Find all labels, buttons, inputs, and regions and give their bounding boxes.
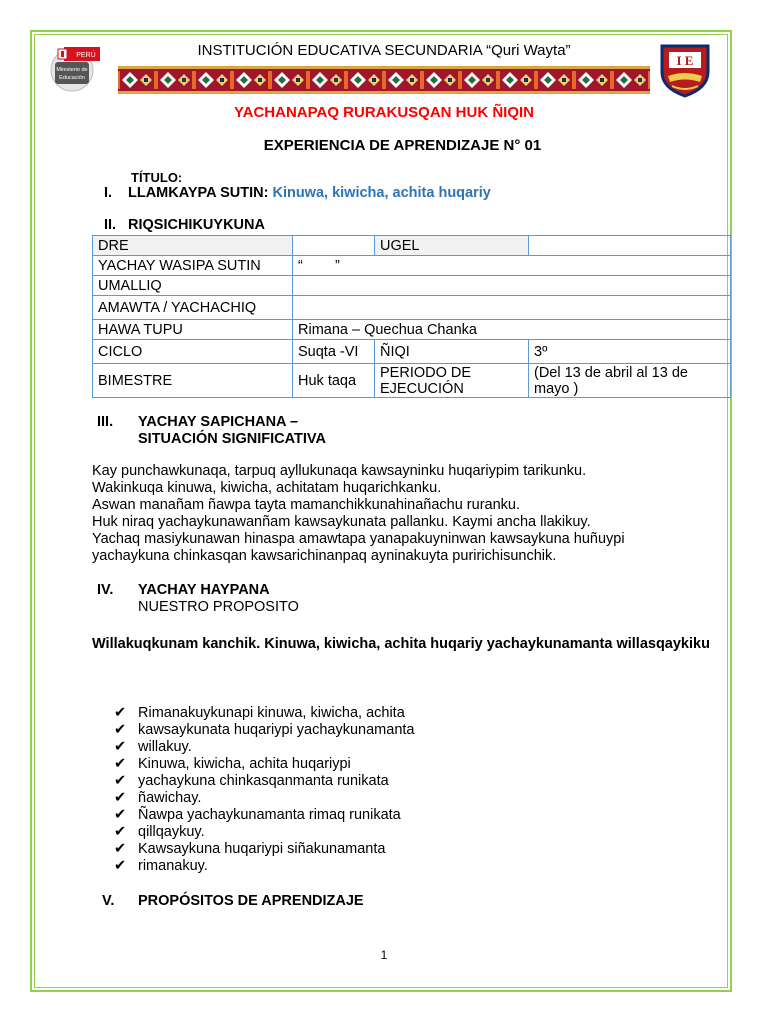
- list-item: [114, 773, 414, 790]
- table-row: [93, 364, 731, 398]
- paragraph-line: Kay punchawkunaqa, tarpuq ayllukunaqa kawsayninku huqariypim tarikunku.: [92, 463, 587, 479]
- situation-paragraph: [92, 463, 732, 565]
- svg-text:Ministerio de: Ministerio de: [56, 67, 88, 73]
- checkmark-icon: ✔: [114, 790, 127, 806]
- cell-yachay-wasi-label: YACHAY WASIPA SUTIN: [93, 256, 293, 276]
- cell-ciclo-label: CICLO: [93, 340, 293, 364]
- table-row: [93, 256, 731, 276]
- list-item-text: Kawsaykuna huqariypi siñakunamanta: [138, 841, 386, 857]
- table-row: [93, 296, 731, 320]
- list-item: [114, 858, 414, 875]
- checkmark-icon: ✔: [114, 773, 127, 789]
- checkmark-icon: ✔: [114, 841, 127, 857]
- list-item-text: yachaykuna chinkasqanmanta runikata: [138, 773, 389, 789]
- list-item-text: kawsaykunata huqariypi yachaykunamanta: [138, 722, 415, 738]
- cell-periodo-label: PERIODO DE EJECUCIÓN: [375, 364, 529, 398]
- checklist: [114, 705, 414, 875]
- table-row: [93, 320, 731, 340]
- svg-text:PERÚ: PERÚ: [76, 52, 96, 59]
- cell-periodo-value: (Del 13 de abril al 13 de mayo ): [529, 364, 731, 398]
- list-item-text: Kinuwa, kiwicha, achita huqariypi: [138, 756, 351, 772]
- cell-amawta-label: AMAWTA / YACHACHIQ: [93, 296, 293, 320]
- checkmark-icon: ✔: [114, 807, 127, 823]
- checkmark-icon: ✔: [114, 705, 127, 721]
- list-item: [114, 722, 414, 739]
- section-3-line1: YACHAY SAPICHANA –: [138, 414, 299, 430]
- document-title: YACHANAPAQ RURAKUSQAN HUK ÑIQIN: [233, 104, 534, 121]
- section-2-number: II.: [104, 217, 117, 233]
- checkmark-icon: ✔: [114, 739, 127, 755]
- list-item-text: willakuy.: [138, 739, 192, 755]
- cell-ciclo-value: Suqta -VI: [293, 340, 375, 364]
- list-item: [114, 790, 414, 807]
- table-row: [93, 340, 731, 364]
- list-item-text: rimanakuy.: [138, 858, 208, 874]
- section-4-subtitle: NUESTRO PROPOSITO: [138, 599, 299, 615]
- titulo-label: TÍTULO:: [131, 170, 183, 185]
- section-4-label: YACHAY HAYPANA: [138, 582, 270, 598]
- svg-text:Educación: Educación: [59, 75, 85, 81]
- section-3-line2: SITUACIÓN SIGNIFICATIVA: [138, 431, 326, 447]
- cell-bimestre-label: BIMESTRE: [93, 364, 293, 398]
- cell-amawta-value[interactable]: [293, 296, 731, 320]
- cell-umalliq-label: UMALLIQ: [93, 276, 293, 296]
- section-1-value: Kinuwa, kiwicha, achita huqariy: [272, 185, 491, 201]
- section-1-label: LLAMKAYPA SUTIN:: [128, 185, 269, 201]
- checkmark-icon: ✔: [114, 722, 127, 738]
- paragraph-line: Yachaq masiykunawan hinaspa amawtapa yanapakuyninwan kawsaykuna huñuypi: [92, 531, 625, 547]
- table-row: [93, 236, 731, 256]
- section-2-label: RIQSICHIKUYKUNA: [128, 217, 265, 233]
- checkmark-icon: ✔: [114, 756, 127, 772]
- section-4-number: IV.: [97, 582, 114, 598]
- table-row: [93, 276, 731, 296]
- list-item-text: Rimanakuykunapi kinuwa, kiwicha, achita: [138, 705, 405, 721]
- andean-pattern-band: [118, 66, 650, 94]
- paragraph-line: Wakinkuqa kinuwa, kiwicha, achitatam huqarichkanku.: [92, 480, 442, 496]
- cell-bimestre-value: Huk taqa: [293, 364, 375, 398]
- list-item-text: Ñawpa yachaykunamanta rimaq runikata: [138, 807, 401, 823]
- list-item-text: ñawichay.: [138, 790, 202, 806]
- section-3-number: III.: [97, 414, 114, 430]
- paragraph-line: Huk niraq yachaykunawanñam kawsaykunata pallanku. Kaymi ancha llakikuy.: [92, 514, 591, 530]
- cell-ugel-label: UGEL: [375, 236, 529, 256]
- cell-yachay-wasi-value[interactable]: “ ”: [293, 256, 731, 276]
- cell-niqi-label: ÑIQI: [375, 340, 529, 364]
- list-item-text: qillqaykuy.: [138, 824, 205, 840]
- school-crest-logo: [656, 42, 714, 98]
- list-item: [114, 841, 414, 858]
- school-name: INSTITUCIÓN EDUCATIVA SECUNDARIA “Quri Wayta”: [197, 42, 571, 59]
- info-table: [92, 235, 731, 398]
- cell-hawa-value: Rimana – Quechua Chanka: [293, 320, 731, 340]
- checkmark-icon: ✔: [114, 824, 127, 840]
- section-1-heading: [128, 185, 491, 201]
- section-5-number: V.: [102, 893, 115, 909]
- section-1-number: I.: [104, 185, 113, 201]
- cell-ugel-value[interactable]: [529, 236, 731, 256]
- page-number: 1: [380, 948, 388, 962]
- cell-niqi-value: 3º: [529, 340, 731, 364]
- list-item: [114, 705, 414, 722]
- list-item: [114, 739, 414, 756]
- experience-heading: EXPERIENCIA DE APRENDIZAJE N° 01: [263, 137, 542, 154]
- paragraph-line: yachaykuna chinkasqan kawsarichinanpaq ayninakuyta puririchisunchik.: [92, 548, 557, 564]
- cell-hawa-label: HAWA TUPU: [93, 320, 293, 340]
- list-item: [114, 824, 414, 841]
- cell-umalliq-value[interactable]: [293, 276, 731, 296]
- paragraph-line: Aswan manañam ñawpa tayta mamanchikkunahinañachu ruranku.: [92, 497, 520, 513]
- svg-text:I E: I E: [676, 53, 694, 68]
- list-item: [114, 756, 414, 773]
- section-5-label: PROPÓSITOS DE APRENDIZAJE: [138, 893, 364, 909]
- cell-dre-value[interactable]: [293, 236, 375, 256]
- checkmark-icon: ✔: [114, 858, 127, 874]
- cell-dre-label: DRE: [93, 236, 293, 256]
- list-item: [114, 807, 414, 824]
- purpose-statement: Willakuqkunam kanchik. Kinuwa, kiwicha, achita huqariy yachaykunamanta willasqaykiku: [92, 636, 710, 652]
